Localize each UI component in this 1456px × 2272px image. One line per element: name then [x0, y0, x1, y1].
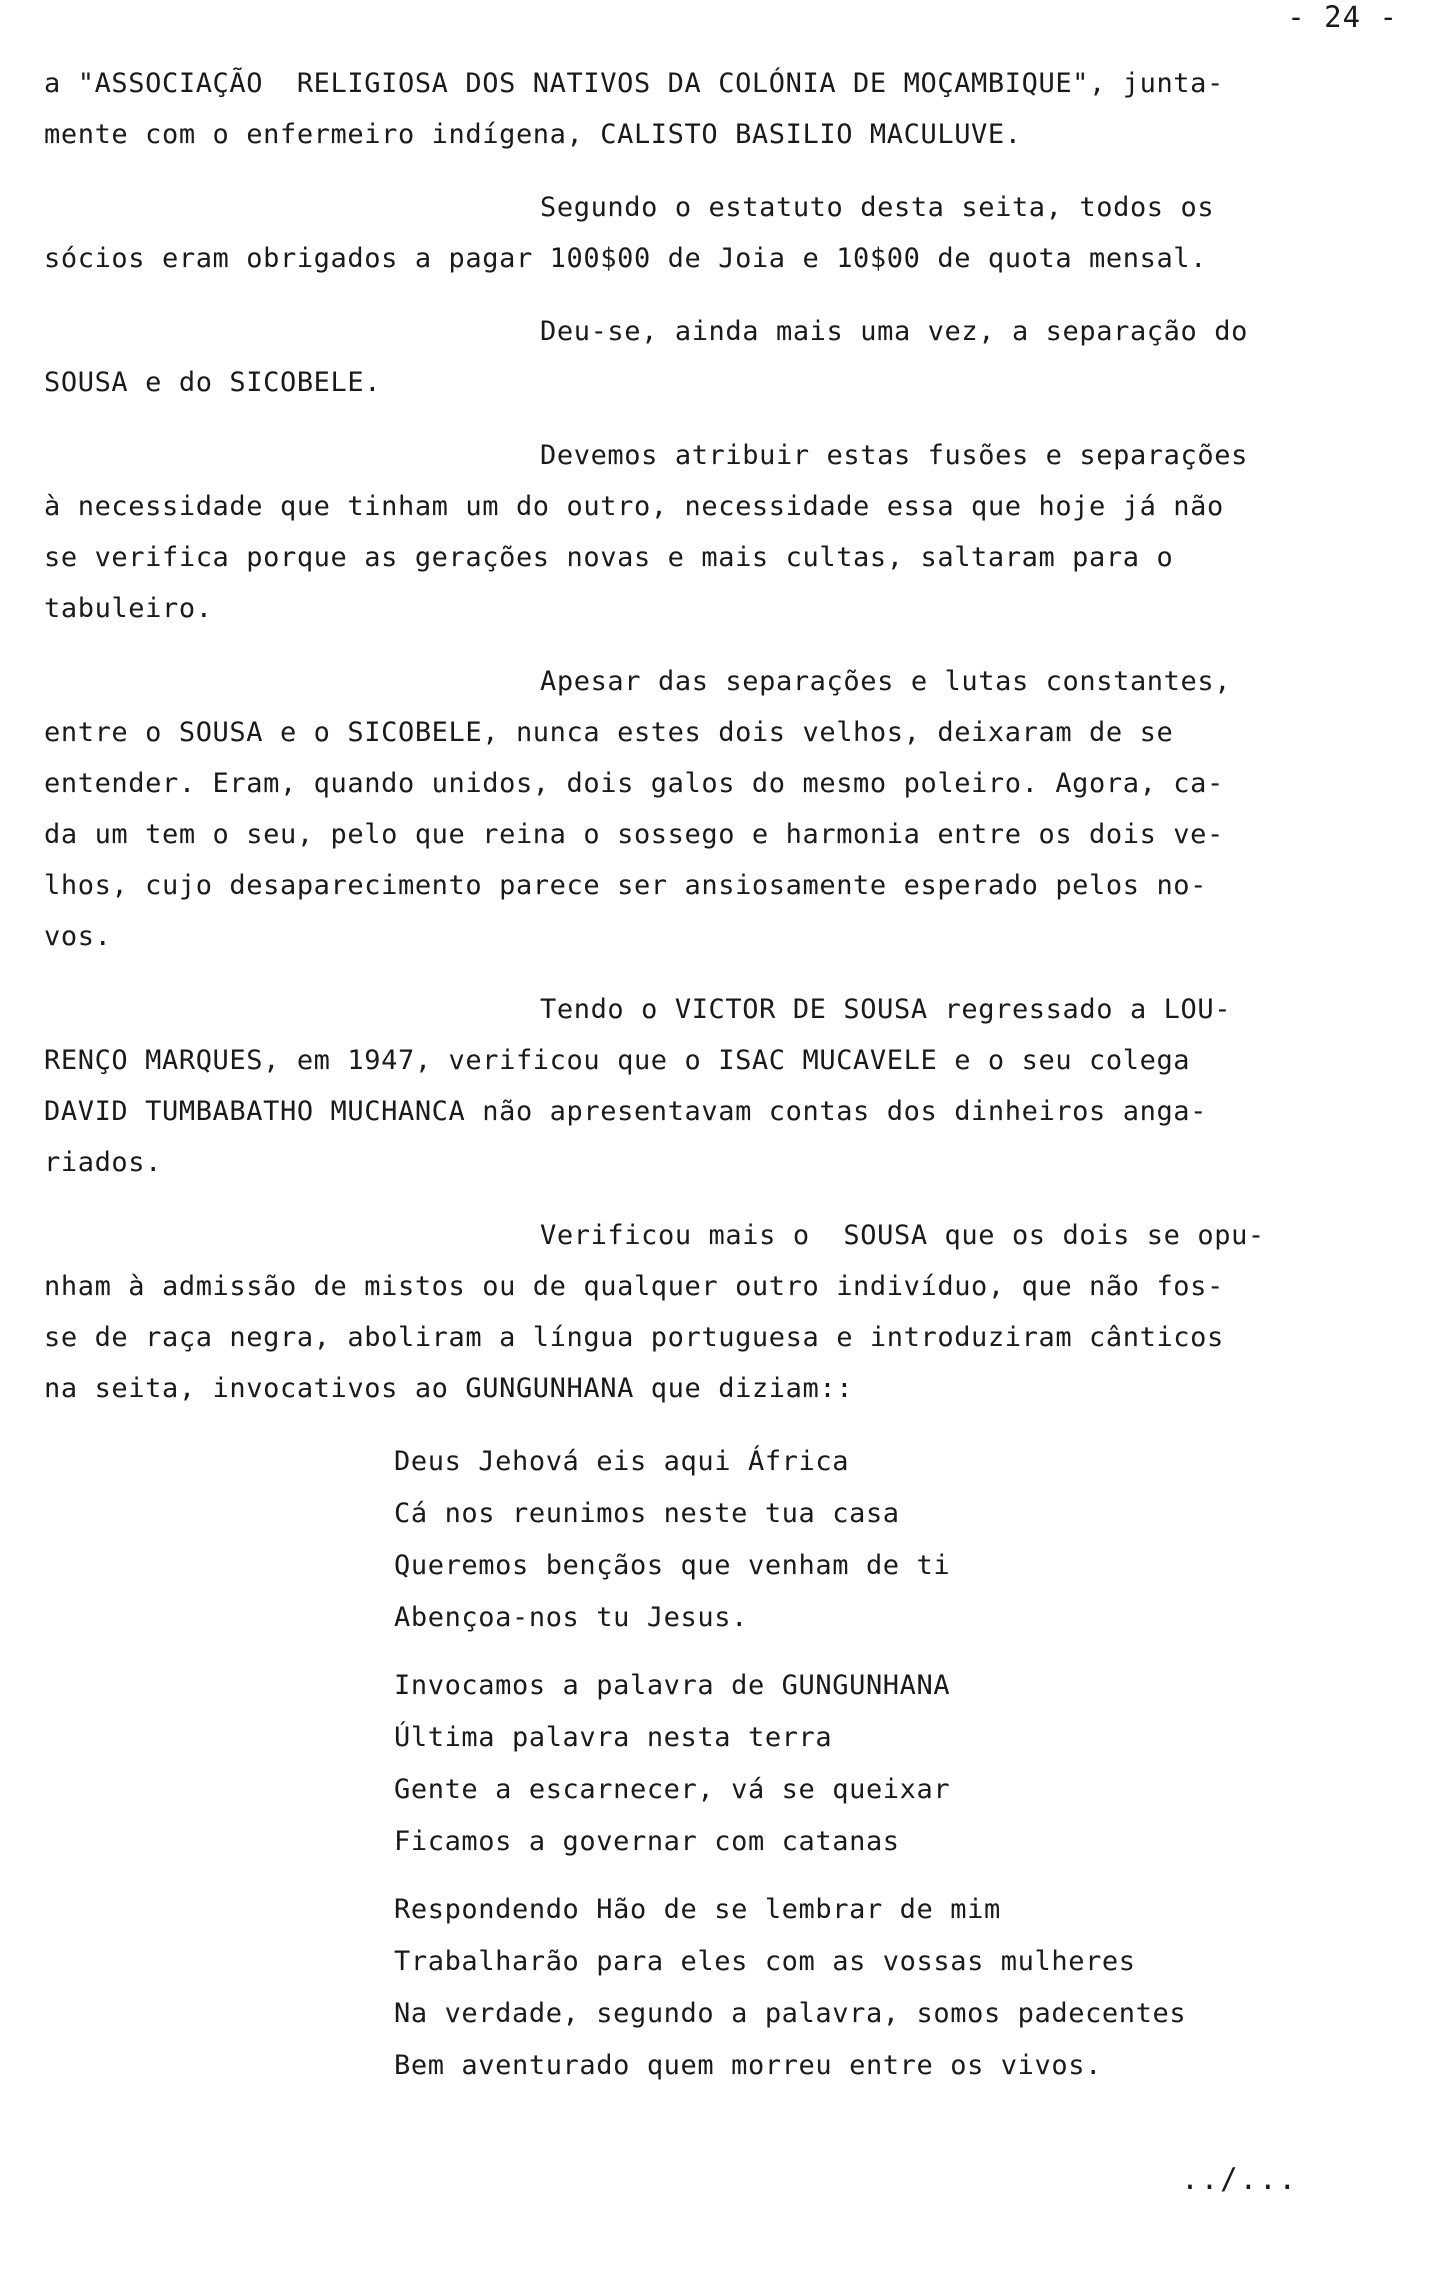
page-number: - 24 - — [1287, 0, 1398, 34]
text-line: vos. — [44, 921, 112, 952]
text-line: Apesar das separações e lutas constantes, — [540, 666, 1232, 697]
text-line: da um tem o seu, pelo que reina o sossego e harmonia entre os dois ve- — [44, 819, 1224, 850]
verse-line: Respondendo Hão de se lembrar de mim — [394, 1894, 1001, 1925]
verse-line: Queremos bençãos que venham de ti — [394, 1550, 951, 1581]
text-line: lhos, cujo desaparecimento parece ser ansiosamente esperado pelos no- — [44, 870, 1208, 901]
text-line: Segundo o estatuto desta seita, todos os — [540, 192, 1215, 223]
text-line: Tendo o VICTOR DE SOUSA regressado a LOU- — [540, 994, 1232, 1025]
verse-stanza — [394, 1660, 1376, 1868]
text-line: se verifica porque as gerações novas e mais cultas, saltaram para o — [44, 542, 1174, 573]
verse-stanza — [394, 1884, 1376, 2092]
verse-stanza — [394, 1436, 1376, 1644]
verse-line: Trabalharão para eles com as vossas mulheres — [394, 1946, 1136, 1977]
continuation-mark: ../... — [1181, 2162, 1298, 2196]
verse-line: Na verdade, segundo a palavra, somos padecentes — [394, 1998, 1187, 2029]
paragraph — [44, 306, 1376, 408]
text-line: RENÇO MARQUES, em 1947, verificou que o ISAC MUCAVELE e o seu colega — [44, 1045, 1191, 1076]
verse-block — [394, 1436, 1376, 2092]
text-line: à necessidade que tinham um do outro, necessidade essa que hoje já não — [44, 491, 1224, 522]
text-line: tabuleiro. — [44, 593, 213, 624]
text-line: entre o SOUSA e o SICOBELE, nunca estes dois velhos, deixaram de se — [44, 717, 1174, 748]
text-line: Deu-se, ainda mais uma vez, a separação do — [540, 316, 1248, 347]
text-line: Devemos atribuir estas fusões e separações — [540, 440, 1248, 471]
verse-line: Ficamos a governar com catanas — [394, 1826, 900, 1857]
paragraph — [44, 1210, 1376, 1414]
verse-line: Última palavra nesta terra — [394, 1722, 833, 1753]
text-line: entender. Eram, quando unidos, dois galos do mesmo poleiro. Agora, ca- — [44, 768, 1224, 799]
paragraph — [44, 58, 1376, 160]
text-line: mente com o enfermeiro indígena, CALISTO BASILIO MACULUVE. — [44, 119, 1022, 150]
verse-line: Deus Jehová eis aqui África — [394, 1446, 850, 1477]
paragraph — [44, 984, 1376, 1188]
text-line: DAVID TUMBABATHO MUCHANCA não apresentavam contas dos dinheiros anga- — [44, 1096, 1208, 1127]
verse-line: Invocamos a palavra de GUNGUNHANA — [394, 1670, 951, 1701]
paragraph — [44, 430, 1376, 634]
verse-line: Cá nos reunimos neste tua casa — [394, 1498, 900, 1529]
verse-line: Gente a escarnecer, vá se queixar — [394, 1774, 951, 1805]
verse-line: Bem aventurado quem morreu entre os vivos. — [394, 2050, 1102, 2081]
text-line: a "ASSOCIAÇÃO RELIGIOSA DOS NATIVOS DA COLÓNIA DE MOÇAMBIQUE", junta- — [44, 68, 1224, 99]
text-line: na seita, invocativos ao GUNGUNHANA que diziam:: — [44, 1373, 854, 1404]
text-line: SOUSA e do SICOBELE. — [44, 367, 382, 398]
document-body — [44, 58, 1376, 2108]
verse-line: Abençoa-nos tu Jesus. — [394, 1602, 748, 1633]
text-line: sócios eram obrigados a pagar 100$00 de Joia e 10$00 de quota mensal. — [44, 243, 1208, 274]
paragraph — [44, 182, 1376, 284]
text-line: Verificou mais o SOUSA que os dois se opu- — [540, 1220, 1265, 1251]
paragraph — [44, 656, 1376, 962]
text-line: nham à admissão de mistos ou de qualquer outro indivíduo, que não fos- — [44, 1271, 1224, 1302]
text-line: se de raça negra, aboliram a língua portuguesa e introduziram cânticos — [44, 1322, 1224, 1353]
paragraph-list — [44, 58, 1376, 1414]
text-line: riados. — [44, 1147, 162, 1178]
